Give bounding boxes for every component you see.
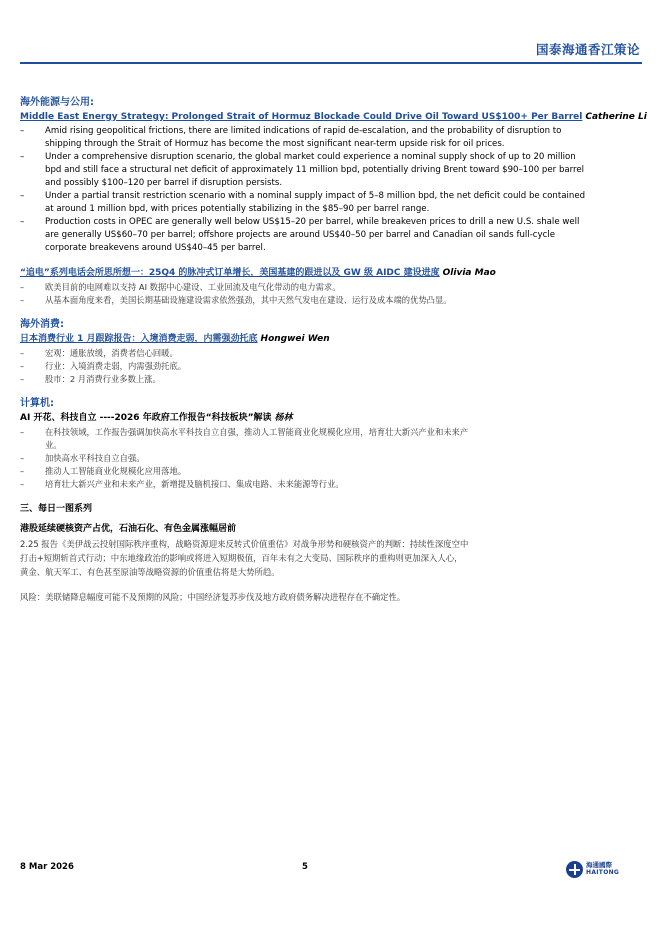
footer-date: 8 Mar 2026 bbox=[20, 862, 74, 872]
bullet-text: 培育壮大新兴产业和未来产业，新增提及脑机接口、集成电路、未来能源等行业。 bbox=[45, 479, 344, 489]
bullet-item bbox=[20, 426, 642, 452]
risk-statement: 风险：美联储降息幅度可能不及预期的风险；中国经济复苏步伐及地方政府债务解决进程存在不确定性。 bbox=[20, 592, 406, 602]
bullet-dash-icon: – bbox=[20, 191, 25, 201]
bullet-text: are generally US$60–70 per barrel; offshore projects are around US$40–50 per barrel and Canadian oil sands full-cycle bbox=[45, 230, 556, 240]
bullet-list-power bbox=[20, 281, 642, 307]
bullet-item bbox=[20, 294, 642, 307]
bullet-text: 业。 bbox=[45, 440, 62, 450]
bullet-item bbox=[20, 216, 642, 255]
bullet-text: 从基本面角度来看，美国长期基础设施建设需求依然强劲，其中天然气发电在建设、运行及成本端的优势凸显。 bbox=[45, 295, 452, 305]
logo-text-en: HAITONG bbox=[586, 869, 620, 876]
page-number: 5 bbox=[302, 862, 308, 872]
bullet-text: Under a partial transit restriction scenario with a nominal supply impact of 5–8 million bpd, the net deficit could be contained bbox=[45, 191, 586, 201]
logo-text-cn: 海通國際 bbox=[586, 861, 612, 869]
bullet-dash-icon: – bbox=[20, 152, 25, 162]
bullet-dash-icon: – bbox=[20, 466, 25, 476]
author-energy: Catherine Li bbox=[585, 112, 647, 122]
bullet-text: Production costs in OPEC are generally well below US$15–20 per barrel, while breakeven prices to drill a new U.S. shale well bbox=[45, 217, 580, 227]
bullet-item bbox=[20, 281, 642, 294]
header-rule bbox=[20, 62, 642, 64]
bullet-dash-icon: – bbox=[20, 479, 25, 489]
report-title-computer: AI 开花、科技自立 ----2026 年政府工作报告“科技板块”解读 bbox=[20, 413, 272, 423]
bullet-dash-icon: – bbox=[20, 453, 25, 463]
bullet-dash-icon: – bbox=[20, 348, 25, 358]
bullet-list-computer bbox=[20, 426, 642, 491]
bullet-dash-icon: – bbox=[20, 361, 25, 371]
section-heading-computer: 计算机: bbox=[20, 398, 54, 409]
bullet-text: corporate breakevens around US$40–45 per barrel. bbox=[45, 243, 266, 253]
bullet-item bbox=[20, 125, 642, 151]
bullet-text: 加快高水平科技自立自强。 bbox=[45, 453, 145, 463]
bullet-item bbox=[20, 465, 642, 478]
report-link-consumer[interactable]: 日本消费行业 1 月跟踪报告：入境消费走弱，内需强劲托底 bbox=[20, 334, 258, 344]
bullet-item bbox=[20, 151, 642, 190]
daily-paragraph bbox=[20, 537, 642, 579]
bullet-item bbox=[20, 452, 642, 465]
header-brand: 国泰海通香江策论 bbox=[535, 42, 640, 57]
bullet-dash-icon: – bbox=[20, 126, 25, 136]
bullet-text: 在科技领域，工作报告强调加快高水平科技自立自强，推动人工智能商业化规模化应用，培育壮大新兴产业和未来产 bbox=[45, 427, 469, 437]
bullet-text: 推动人工智能商业化规模化应用落地。 bbox=[45, 466, 187, 476]
bullet-text: 行业：入境消费走弱，内需强劲托底。 bbox=[45, 361, 187, 371]
bullet-list-energy bbox=[20, 125, 642, 255]
bullet-dash-icon: – bbox=[20, 427, 25, 437]
bullet-text: at around 1 million bpd, with prices potentially stabilizing in the $85–90 per barrel range. bbox=[45, 204, 430, 214]
bullet-text: 欧美目前的电网难以支持 AI 数据中心建设、工业回流及电气化带动的电力需求。 bbox=[45, 282, 341, 292]
paragraph-line: 打击+短期斩首式行动；中东地缘政治的影响或将进入短期极值，百年未有之大变局、国际秩序的重构则更加深入人心， bbox=[20, 553, 463, 563]
haitong-logo-icon bbox=[566, 861, 583, 878]
bullet-text: Amid rising geopolitical frictions, there are limited indications of rapid de-escalation, and the probability of disruption to bbox=[45, 126, 562, 136]
bullet-text: bpd and still face a structural net deficit of approximately 11 million bpd, potentially driving Brent toward $90–100 per barrel bbox=[45, 165, 585, 175]
haitong-logo bbox=[566, 860, 620, 884]
main-content bbox=[20, 96, 647, 604]
bullet-dash-icon: – bbox=[20, 295, 25, 305]
bullet-text: shipping through the Strait of Hormuz has become the most significant near-term upside risk for oil prices. bbox=[45, 139, 505, 149]
bullet-dash-icon: – bbox=[20, 217, 25, 227]
report-link-energy[interactable]: Middle East Energy Strategy: Prolonged Strait of Hormuz Blockade Could Drive Oil Toward US$100+ Per Barrel bbox=[20, 112, 583, 122]
report-title-power-line bbox=[20, 267, 642, 280]
report-link-power[interactable]: “追电”系列电话会所思所想一：25Q4 的脉冲式订单增长，美国基建的跟进以及 GW 级 AIDC 建设进度 bbox=[20, 268, 440, 278]
section-heading-energy: 海外能源与公用: bbox=[20, 97, 94, 108]
section-heading-consumer: 海外消费: bbox=[20, 319, 64, 330]
bullet-list-consumer bbox=[20, 347, 642, 386]
bullet-item bbox=[20, 190, 642, 216]
author-computer: 杨林 bbox=[274, 413, 293, 423]
bullet-item bbox=[20, 360, 642, 373]
report-title-daily: 港股延续硬核资产占优，石油石化、有色金属涨幅居前 bbox=[20, 524, 237, 534]
report-title-computer-line bbox=[20, 412, 642, 425]
bullet-item bbox=[20, 478, 642, 491]
report-title-consumer-line bbox=[20, 333, 642, 346]
section-heading-daily: 三、每日一图系列 bbox=[20, 504, 93, 514]
bullet-text: Under a comprehensive disruption scenario, the global market could experience a nominal supply shock of up to 20 million bbox=[45, 152, 576, 162]
bullet-dash-icon: – bbox=[20, 374, 25, 384]
bullet-text: 股市：2 月消费行业多数上涨。 bbox=[45, 374, 161, 384]
report-title-energy-line bbox=[20, 111, 647, 124]
paragraph-line: 2.25 报告《美伊战云投射国际秩序重构，战略资源迎来反转式价值重估》对战争形势和硬核资产的判断：持续性深度空中 bbox=[20, 539, 469, 549]
bullet-text: 宏观：通胀放缓，消费者信心回暖。 bbox=[45, 348, 178, 358]
bullet-dash-icon: – bbox=[20, 282, 25, 292]
bullet-item bbox=[20, 347, 642, 360]
bullet-text: and possibly $100–120 per barrel if disruption persists. bbox=[45, 178, 283, 188]
paragraph-line: 黄金、航天军工、有色甚至原油等战略资源的价值重估将是大势所趋。 bbox=[20, 567, 280, 577]
bullet-item bbox=[20, 373, 642, 386]
author-power: Olivia Mao bbox=[442, 268, 496, 278]
author-consumer: Hongwei Wen bbox=[260, 334, 330, 344]
